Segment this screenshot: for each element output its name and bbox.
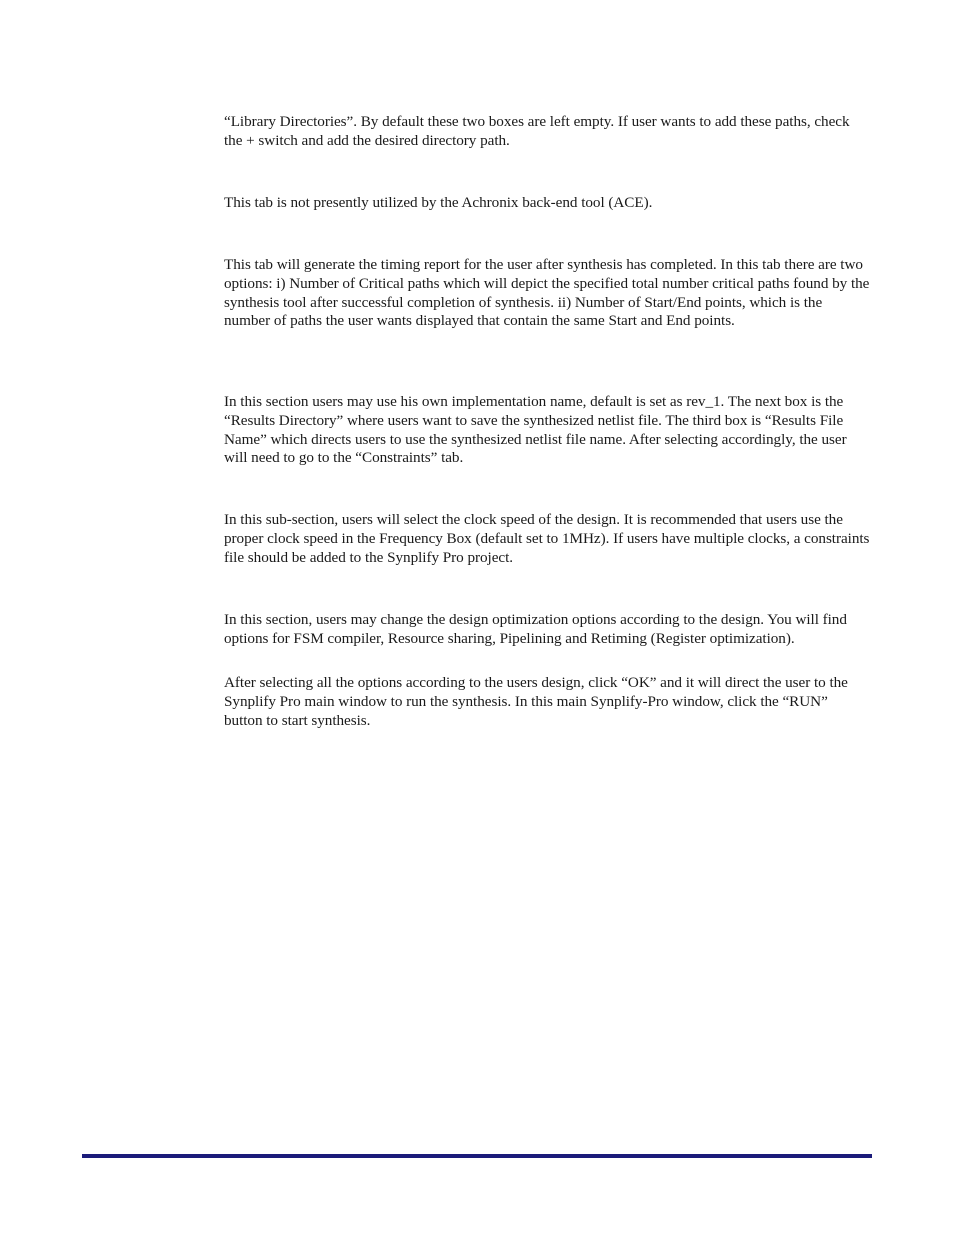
paragraph-library-directories: “Library Directories”. By default these two boxes are left empty. If user wants to add these paths, check the + switch and add the desired directory path. — [224, 113, 850, 149]
paragraph-unused-tab: This tab is not presently utilized by the Achronix back-end tool (ACE). — [224, 194, 653, 211]
footer-rule — [82, 1154, 872, 1158]
paragraph-clock-speed: In this sub-section, users will select the clock speed of the design. It is recommended that users use the proper clock speed in the Frequency Box (default set to 1MHz). If users have multiple clocks, a constraints file should be added to the Synplify Pro project. — [224, 511, 870, 566]
paragraph-implementation-name: In this section users may use his own implementation name, default is set as rev_1. The next box is the “Results Directory” where users want to save the synthesized netlist file. The third box is “Results File Name” which directs users to use the synthesized netlist file name. After selecting accordingly, the user will need to go to the “Constraints” tab. — [224, 393, 847, 467]
paragraph-timing-report: This tab will generate the timing report for the user after synthesis has completed. In this tab there are two options: i) Number of Critical paths which will depict the specified total number critical paths found by the synthesis tool after successful completion of synthesis. ii) Number of Start/End points, which is the number of paths the user wants displayed that contain the same Start and End points. — [224, 256, 870, 330]
paragraph-run-synthesis: After selecting all the options according to the users design, click “OK” and it will direct the user to the Synplify Pro main window to run the synthesis. In this main Synplify-Pro window, click the “RUN” button to start synthesis. — [224, 674, 848, 729]
paragraph-optimization-options: In this section, users may change the design optimization options according to the design. You will find options for FSM compiler, Resource sharing, Pipelining and Retiming (Register optimization). — [224, 611, 847, 647]
